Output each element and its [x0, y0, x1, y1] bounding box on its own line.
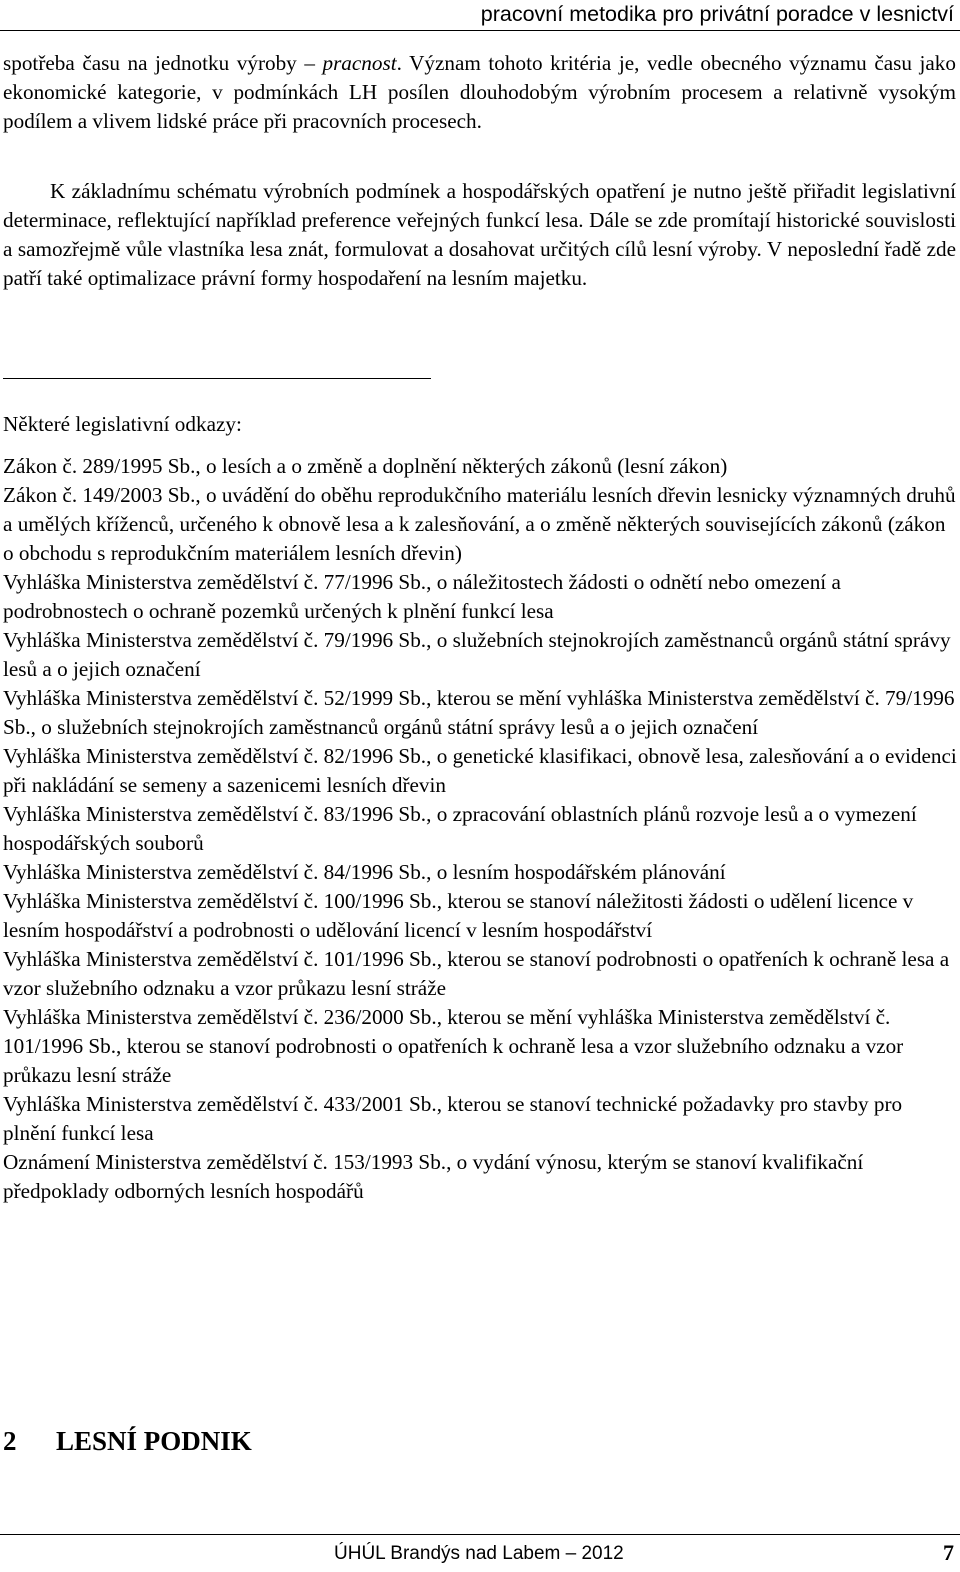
paragraph-legislative: K základnímu schématu výrobních podmínek a hospodářských opatření je nutno ještě přiřadit legislativní determinace, reflektující například preference veřejných funkcí lesa. Dále se zde promítají historické souvislosti a samozřejmě vůle vlastníka lesa znát, formulovat a dosahovat určitých cílů lesní výroby. V neposlední řadě zde patří také optimalizace právní formy hospodaření na lesním majetku. [3, 179, 956, 290]
references-divider [3, 378, 431, 379]
chapter-number: 2 [3, 1426, 17, 1456]
reference-item: Zákon č. 149/2003 Sb., o uvádění do oběhu reprodukčního materiálu lesních dřevin lesnicky významných druhů a umělých kříženců, určeného k obnově lesa a k zalesňování, a o změně některých souvisejících zákonů (zákon o obchodu s reprodukčním materiálem lesních dřevin) [3, 483, 956, 565]
page-number: 7 [943, 1540, 954, 1565]
paragraph-text-start: spotřeba času na jednotku výroby – [3, 51, 323, 75]
paragraph-text-end: . Význam tohoto kritéria je, vedle obecného významu času jako ekonomické kategorie, v podmínkách LH posílen dlouhodobým výrobním procesem a relativně vysokým podílem a vlivem lidské práce při pracovních procesech. [3, 51, 956, 133]
reference-item: Vyhláška Ministerstva zemědělství č. 77/1996 Sb., o náležitostech žádosti o odnětí nebo omezení a podrobnostech o ochraně pozemků určených k plnění funkcí lesa [3, 570, 841, 623]
references-heading: Některé legislativní odkazy: [3, 412, 242, 436]
reference-item: Vyhláška Ministerstva zemědělství č. 101/1996 Sb., kterou se stanoví podrobnosti o opatřeních k ochraně lesa a vzor služebního odznaku a vzor průkazu lesní stráže [3, 947, 950, 1000]
references-list [3, 452, 958, 1206]
reference-item: Vyhláška Ministerstva zemědělství č. 82/1996 Sb., o genetické klasifikaci, obnově lesa, zalesňování a o evidenci při nakládání se semeny a sazenicemi lesních dřevin [3, 744, 957, 797]
running-header: pracovní metodika pro privátní poradce v lesnictví [480, 2, 954, 26]
reference-item: Oznámení Ministerstva zemědělství č. 153/1993 Sb., o vydání výnosu, kterým se stanoví kvalifikační předpoklady odborných lesních hospodářů [3, 1150, 864, 1203]
reference-item: Vyhláška Ministerstva zemědělství č. 79/1996 Sb., o služebních stejnokrojích zaměstnanců orgánů státní správy lesů a o jejich označení [3, 628, 951, 681]
reference-item: Vyhláška Ministerstva zemědělství č. 52/1999 Sb., kterou se mění vyhláška Ministerstva zemědělství č. 79/1996 Sb., o služebních stejnokrojích zaměstnanců orgánů státní správy lesů a o jejich označení [3, 686, 955, 739]
reference-item: Vyhláška Ministerstva zemědělství č. 100/1996 Sb., kterou se stanoví náležitosti žádosti o udělení licence v lesním hospodářství a podrobnosti o udělování licencí v lesním hospodářství [3, 889, 914, 942]
reference-item: Vyhláška Ministerstva zemědělství č. 236/2000 Sb., kterou se mění vyhláška Ministerstva zemědělství č. 101/1996 Sb., kterou se stanoví podrobnosti o opatřeních k ochraně lesa a vzor služebního odznaku a vzor průkazu lesní stráže [3, 1005, 904, 1087]
paragraph-labour-intensity [3, 49, 956, 136]
reference-item: Vyhláška Ministerstva zemědělství č. 433/2001 Sb., kterou se stanoví technické požadavky pro stavby pro plnění funkcí lesa [3, 1092, 903, 1145]
footer-divider [0, 1534, 960, 1535]
term-pracnost: pracnost [322, 51, 397, 75]
reference-item: Vyhláška Ministerstva zemědělství č. 84/1996 Sb., o lesním hospodářském plánování [3, 860, 726, 884]
header-divider [0, 30, 960, 31]
reference-item: Vyhláška Ministerstva zemědělství č. 83/1996 Sb., o zpracování oblastních plánů rozvoje lesů a o vymezení hospodářských souborů [3, 802, 917, 855]
reference-item: Zákon č. 289/1995 Sb., o lesích a o změně a doplnění některých zákonů (lesní zákon) [3, 454, 728, 478]
chapter-heading [3, 1423, 252, 1459]
chapter-title: LESNÍ PODNIK [56, 1426, 252, 1456]
footer-publisher: ÚHÚL Brandýs nad Labem – 2012 [334, 1543, 624, 1564]
